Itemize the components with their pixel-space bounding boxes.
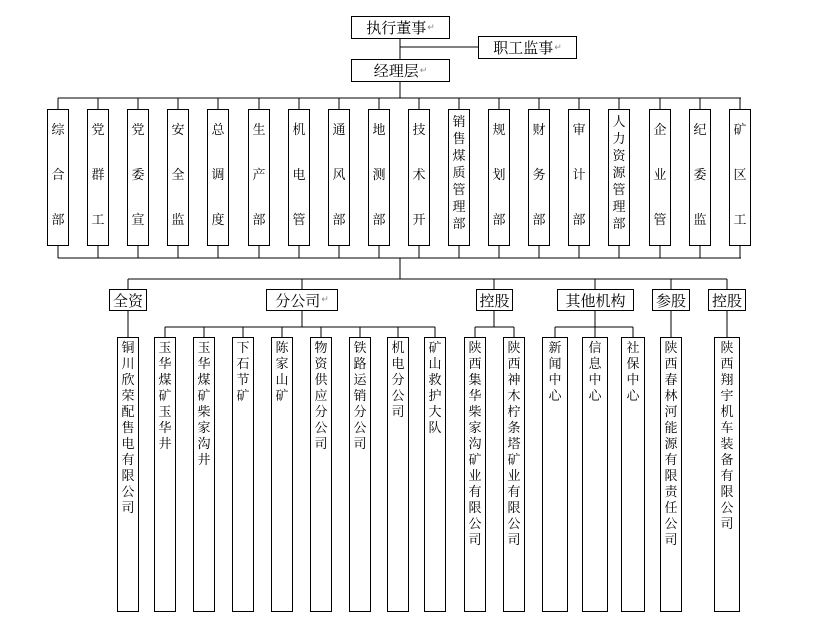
- group-label-equity-participation: [652, 289, 690, 311]
- department-box: 总 调 度: [207, 109, 229, 246]
- department-box: 通 风 部: [328, 109, 350, 246]
- department-box: 纪 委 监: [689, 109, 711, 246]
- staff-supervisor-label: 职工监事: [493, 39, 554, 57]
- department-box: 销 售 煤 质 管 理 部: [448, 109, 470, 246]
- department-box: 安 全 监: [167, 109, 189, 246]
- group-label-text: 控股: [479, 291, 510, 310]
- department-box: 人 力 资 源 管 理 部: [608, 109, 630, 246]
- unit-box: 陕 西 神 木 柠 条 塔 矿 业 有 限 公 司: [503, 337, 525, 612]
- department-box: 生 产 部: [248, 109, 270, 246]
- unit-box: 矿 山 救 护 大 队: [424, 337, 446, 612]
- department-box: 规 划 部: [488, 109, 510, 246]
- unit-box: 社 保 中 心: [621, 337, 645, 612]
- group-label-branches: 分公司 ↵: [266, 289, 338, 311]
- unit-box: 陕 西 春 林 河 能 源 有 限 责 任 公 司: [660, 337, 682, 612]
- unit-box: 铁 路 运 销 分 公 司: [349, 337, 371, 612]
- management-label: 经理层: [373, 62, 419, 80]
- department-box: 矿 区 工: [729, 109, 751, 246]
- unit-box: 陈 家 山 矿: [271, 337, 293, 612]
- unit-box: 信 息 中 心: [582, 337, 608, 612]
- department-box: 审 计 部: [568, 109, 590, 246]
- unit-box: 玉 华 煤 矿 玉 华 井: [154, 337, 176, 612]
- unit-box: 新 闻 中 心: [542, 337, 568, 612]
- unit-box: 陕 西 翔 宇 机 车 装 备 有 限 公 司: [714, 337, 740, 612]
- group-label-text: 其他机构: [565, 291, 626, 310]
- unit-box: 玉 华 煤 矿 柴 家 沟 井: [193, 337, 215, 612]
- group-label-text: 全资: [112, 291, 143, 310]
- unit-box: 陕 西 集 华 柴 家 沟 矿 业 有 限 公 司: [464, 337, 486, 612]
- department-box: 党 委 宣: [127, 109, 149, 246]
- department-box: 企 业 管: [649, 109, 671, 246]
- group-label-text: 控股: [711, 291, 742, 310]
- unit-box: 机 电 分 公 司: [387, 337, 409, 612]
- group-label-wholly-owned: [109, 289, 147, 311]
- department-box: 党 群 工: [87, 109, 109, 246]
- unit-box: 铜 川 欣 荣 配 售 电 有 限 公 司: [117, 337, 139, 612]
- department-box: 地 测 部: [368, 109, 390, 246]
- unit-box: 下 石 节 矿: [232, 337, 254, 612]
- group-label-holding: [476, 289, 513, 311]
- group-label-holding-2: [708, 289, 746, 311]
- executive-director-label: 执行董事: [366, 19, 427, 37]
- unit-box: 物 资 供 应 分 公 司: [310, 337, 332, 612]
- department-box: 财 务 部: [528, 109, 550, 246]
- department-box: 技 术 开: [408, 109, 430, 246]
- group-label-text: 分公司: [275, 291, 321, 310]
- group-label-text: 参股: [655, 291, 686, 310]
- department-box: 综 合 部: [47, 109, 69, 246]
- department-box: 机 电 管: [288, 109, 310, 246]
- staff-supervisor-box: 职工监事 ↵: [478, 36, 577, 59]
- group-label-other-institutions: [557, 289, 634, 311]
- management-box: 经理层 ↵: [351, 59, 450, 82]
- executive-director-box: 执行董事 ↵: [351, 16, 450, 39]
